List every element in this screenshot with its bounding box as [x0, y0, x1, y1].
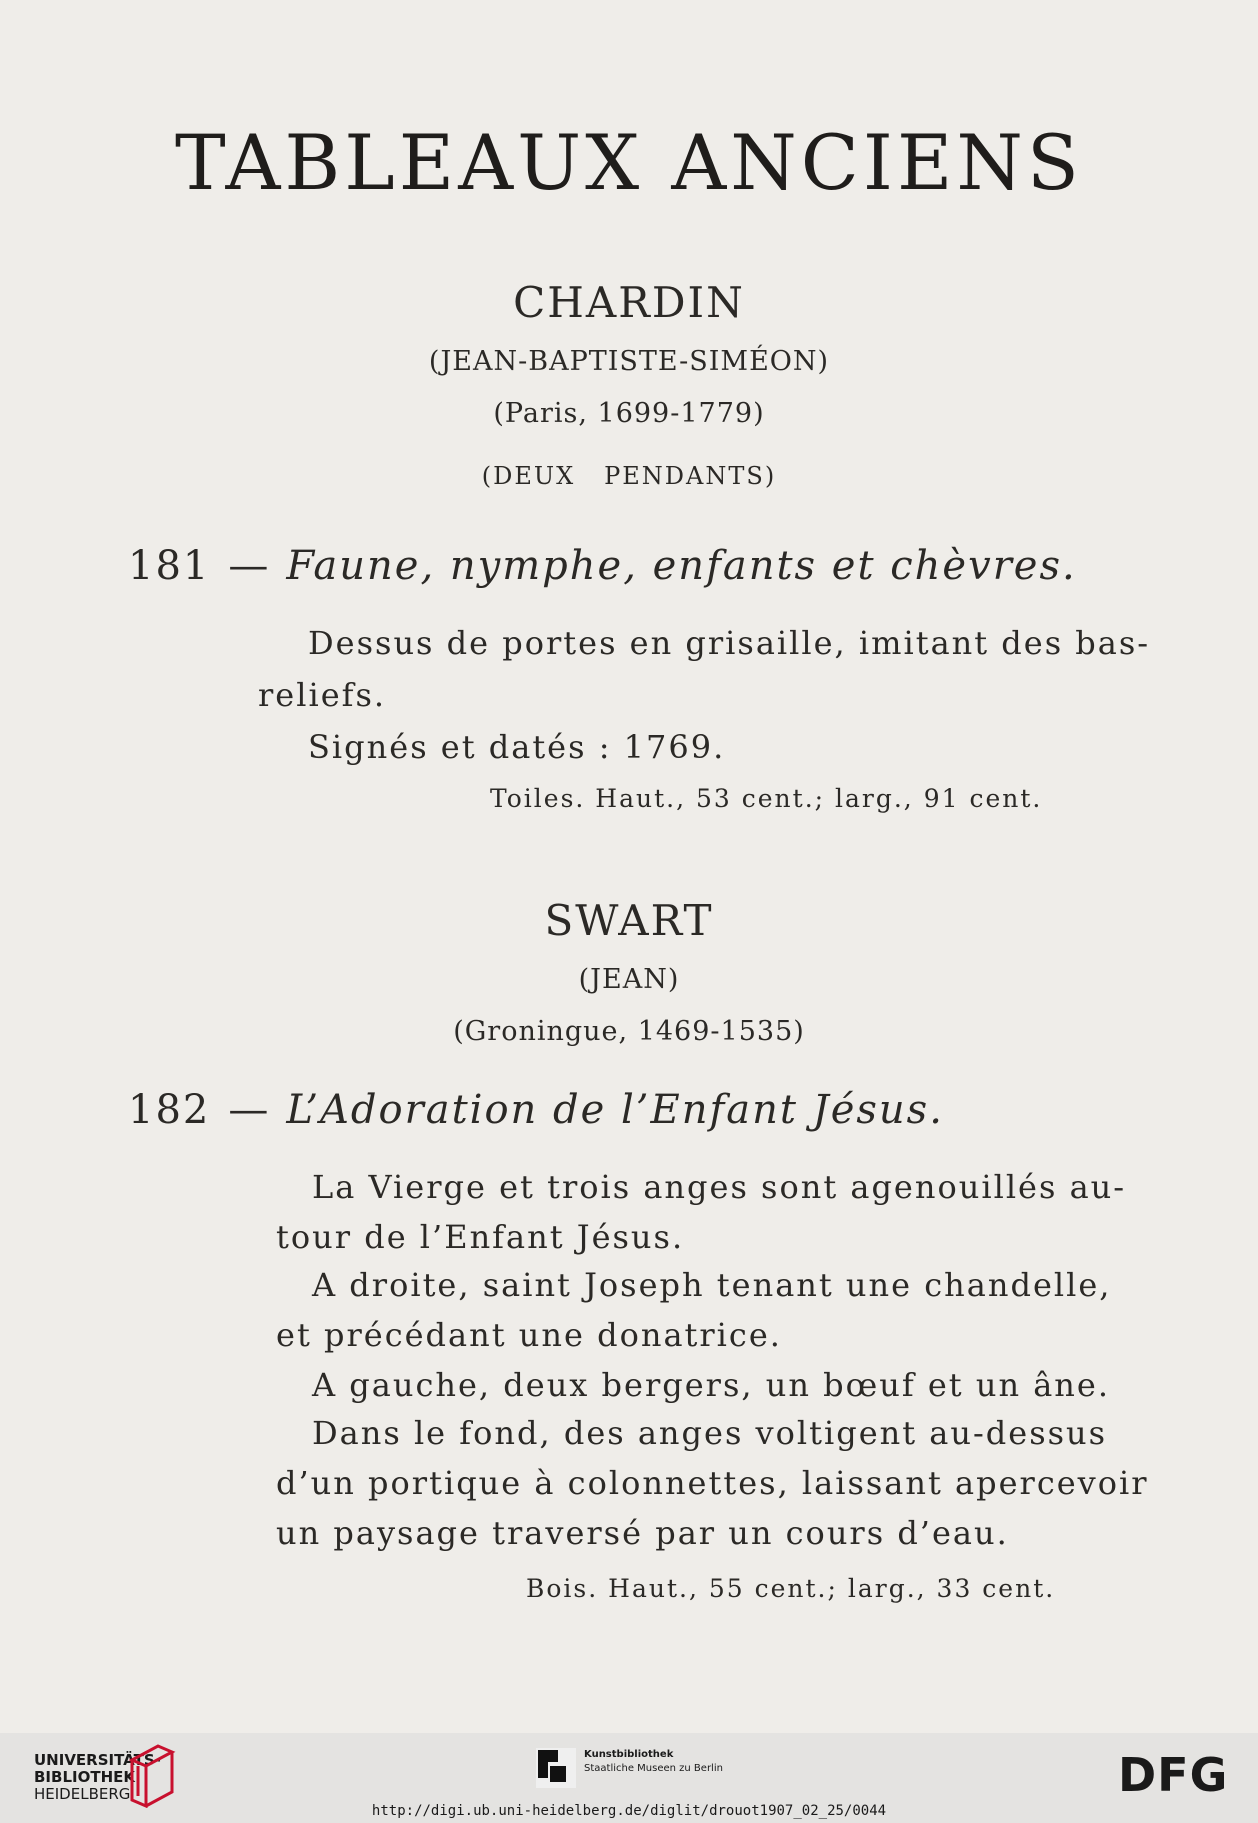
- lot-dash: —: [228, 1087, 269, 1133]
- lot-title: L’Adoration de l’Enfant Jésus.: [286, 1087, 944, 1133]
- lot-181-heading: [128, 543, 1077, 589]
- lot-182-line: et précédant une donatrice.: [276, 1316, 782, 1354]
- pendants-note: (DEUX PENDANTS): [481, 462, 777, 490]
- lot-number: 181: [128, 543, 211, 589]
- university-line: HEIDELBERG: [34, 1785, 131, 1803]
- lot-182-line: tour de l’Enfant Jésus.: [276, 1218, 685, 1256]
- lot-dash: —: [228, 543, 269, 589]
- lot-182-line: A droite, saint Joseph tenant une chandelle,: [312, 1266, 1112, 1304]
- heidelberg-logo-icon: [128, 1742, 176, 1808]
- lot-181-line: Dessus de portes en grisaille, imitant des bas-: [308, 624, 1151, 662]
- lot-181-dimensions: Toiles. Haut., 53 cent.; larg., 91 cent.: [490, 784, 1043, 813]
- kunstbibliothek-label: [584, 1748, 723, 1776]
- lot-182-dimensions: Bois. Haut., 55 cent.; larg., 33 cent.: [526, 1574, 1056, 1603]
- lot-182-heading: [128, 1087, 944, 1133]
- artist-name-swart: SWART: [544, 896, 714, 945]
- artist-name-chardin: CHARDIN: [513, 278, 745, 327]
- artist-forename-chardin: (JEAN-BAPTISTE-SIMÉON): [428, 346, 830, 377]
- university-line: UNIVERSITÄTS-: [34, 1751, 161, 1769]
- artist-forename-swart: (JEAN): [578, 964, 680, 995]
- kunst-line: Staatliche Museen zu Berlin: [584, 1763, 723, 1774]
- artist-origin-swart: (Groningue, 1469-1535): [453, 1016, 805, 1047]
- lot-181-line: reliefs.: [258, 676, 387, 714]
- artist-origin-chardin: (Paris, 1699-1779): [493, 398, 765, 429]
- lot-182-line: La Vierge et trois anges sont agenouillés au-: [312, 1168, 1127, 1206]
- page-title: TABLEAUX ANCIENS: [174, 118, 1083, 207]
- source-url: http://digi.ub.uni-heidelberg.de/diglit/drouot1907_02_25/0044: [371, 1803, 887, 1819]
- dfg-logo: DFG: [1118, 1748, 1229, 1802]
- lot-number: 182: [128, 1087, 211, 1133]
- lot-182-line: un paysage traversé par un cours d’eau.: [276, 1514, 1009, 1552]
- lot-182-line: Dans le fond, des anges voltigent au-dessus: [312, 1414, 1108, 1452]
- lot-182-line: A gauche, deux bergers, un bœuf et un âne.: [312, 1366, 1111, 1404]
- lot-title: Faune, nymphe, enfants et chèvres.: [286, 543, 1077, 589]
- university-line: BIBLIOTHEK: [34, 1768, 135, 1786]
- lot-182-line: d’un portique à colonnettes, laissant apercevoir: [276, 1464, 1149, 1502]
- lot-181-line: Signés et datés : 1769.: [308, 728, 726, 766]
- kunstbibliothek-logo-icon: [536, 1748, 576, 1788]
- kunst-line: Kunstbibliothek: [584, 1749, 674, 1760]
